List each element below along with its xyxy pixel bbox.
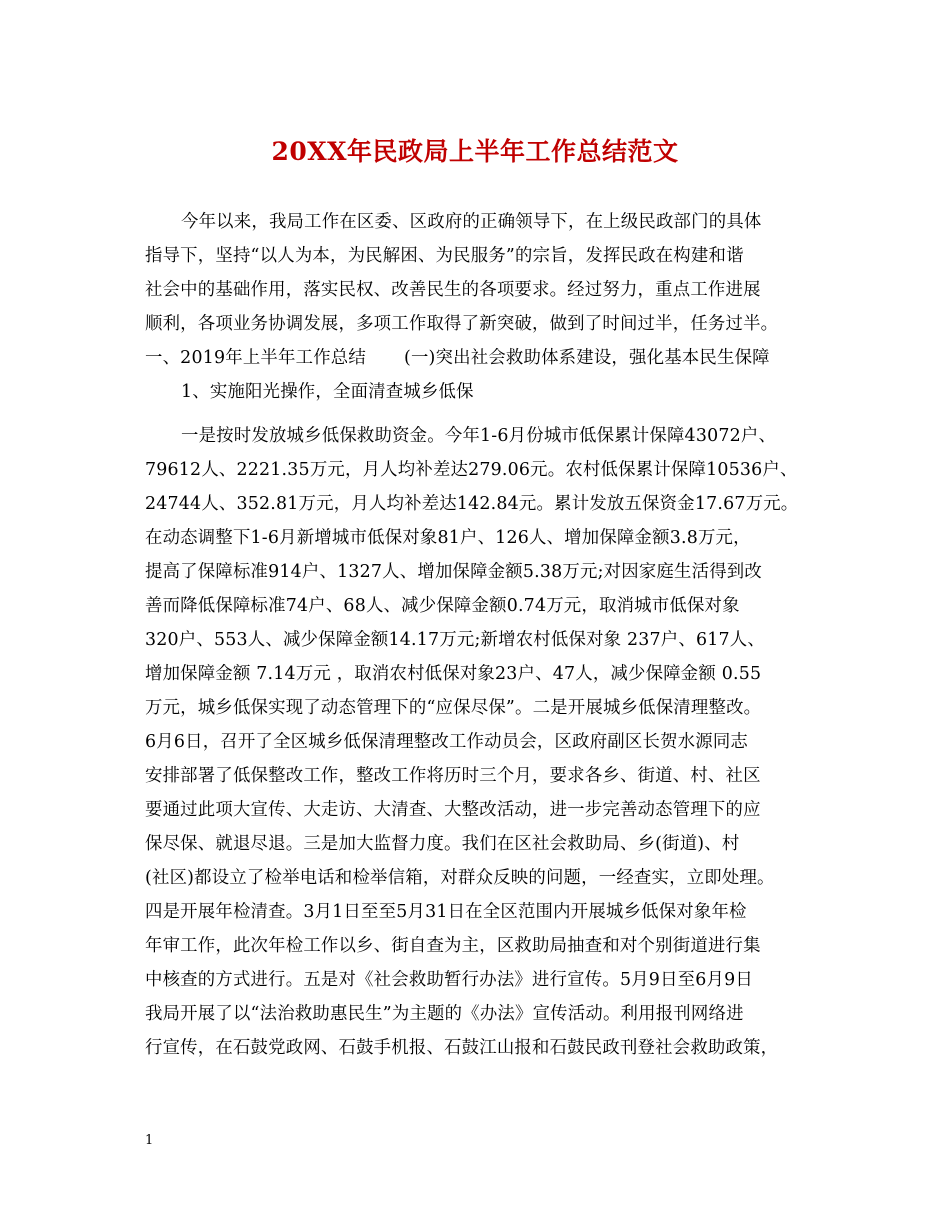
item-heading: 1、实施阳光操作，全面清查城乡低保 <box>181 382 474 402</box>
paragraph-line: 我局开展了以“法治救助惠民生”为主题的《办法》宣传活动。利用报刊网络进 <box>145 1004 744 1024</box>
paragraph-line: 年审工作，此次年检工作以乡、街自查为主，区救助局抽查和对个别街道进行集 <box>145 936 761 956</box>
paragraph-line: 四是开展年检清查。3月1日至至5月31日在全区范围内开展城乡低保对象年检 <box>145 902 747 922</box>
paragraph-line: 保尽保、就退尽退。三是加大监督力度。我们在区社会救助局、乡(街道)、村 <box>145 834 740 854</box>
paragraph-line: 社会中的基础作用，落实民权、改善民生的各项要求。经过努力，重点工作进展 <box>145 280 761 300</box>
paragraph-line: 要通过此项大宣传、大走访、大清查、大整改活动，进一步完善动态管理下的应 <box>145 800 761 820</box>
paragraph-line: 中核查的方式进行。五是对《社会救助暂行办法》进行宣传。5月9日至6月9日 <box>145 970 753 990</box>
paragraph-line: 行宣传，在石鼓党政网、石鼓手机报、石鼓江山报和石鼓民政刊登社会救助政策， <box>145 1038 779 1058</box>
section-heading: 一、2019年上半年工作总结 <box>145 348 366 368</box>
paragraph-line: 24744人、352.81万元，月人均补差达142.84元。累计发放五保资金17.67万元。 <box>145 494 799 514</box>
paragraph-line: 万元，城乡低保实现了动态管理下的“应保尽保”。二是开展城乡低保清理整改。 <box>145 698 762 718</box>
paragraph-line: 顺利，各项业务协调发展，多项工作取得了新突破，做到了时间过半，任务过半。 <box>145 314 779 334</box>
paragraph-line: (社区)都设立了检举电话和检举信箱，对群众反映的问题，一经查实，立即处理。 <box>145 868 775 888</box>
page-number: 1 <box>145 1133 154 1148</box>
paragraph-line: 指导下，坚持“以人为本，为民解困、为民服务”的宗旨，发挥民政在构建和谐 <box>145 246 744 266</box>
paragraph-line: 今年以来，我局工作在区委、区政府的正确领导下，在上级民政部门的具体 <box>181 212 762 232</box>
section-heading-line <box>145 341 770 375</box>
paragraph-line: 320户、553人、减少保障金额14.17万元;新增农村低保对象 237户、617人、 <box>145 630 765 650</box>
paragraph-line: 安排部署了低保整改工作，整改工作将历时三个月，要求各乡、街道、村、社区 <box>145 766 761 786</box>
paragraph-line: 在动态调整下1-6月新增城市低保对象81户、126人、增加保障金额3.8万元， <box>145 528 751 548</box>
paragraph-line: 善而降低保障标准74户、68人、减少保障金额0.74万元，取消城市低保对象 <box>145 596 740 616</box>
paragraph-line: 79612人、2221.35万元，月人均补差达279.06元。农村低保累计保障10536户、 <box>145 460 798 480</box>
document-title: 20XX年民政局上半年工作总结范文 <box>271 137 679 166</box>
paragraph-line: 6月6日，召开了全区城乡低保清理整改工作动员会，区政府副区长贺水源同志 <box>145 732 749 752</box>
paragraph-line: 提高了保障标准914户、1327人、增加保障金额5.38万元;对因家庭生活得到改 <box>145 562 762 582</box>
paragraph-line: 增加保障金额 7.14万元 ，取消农村低保对象23户、47人，减少保障金额 0.55 <box>145 664 762 684</box>
subsection-heading: (一)突出社会救助体系建设，强化基本民生保障 <box>403 348 770 368</box>
paragraph-line: 一是按时发放城乡低保救助资金。今年1-6月份城市低保累计保障43072户、 <box>181 426 777 446</box>
